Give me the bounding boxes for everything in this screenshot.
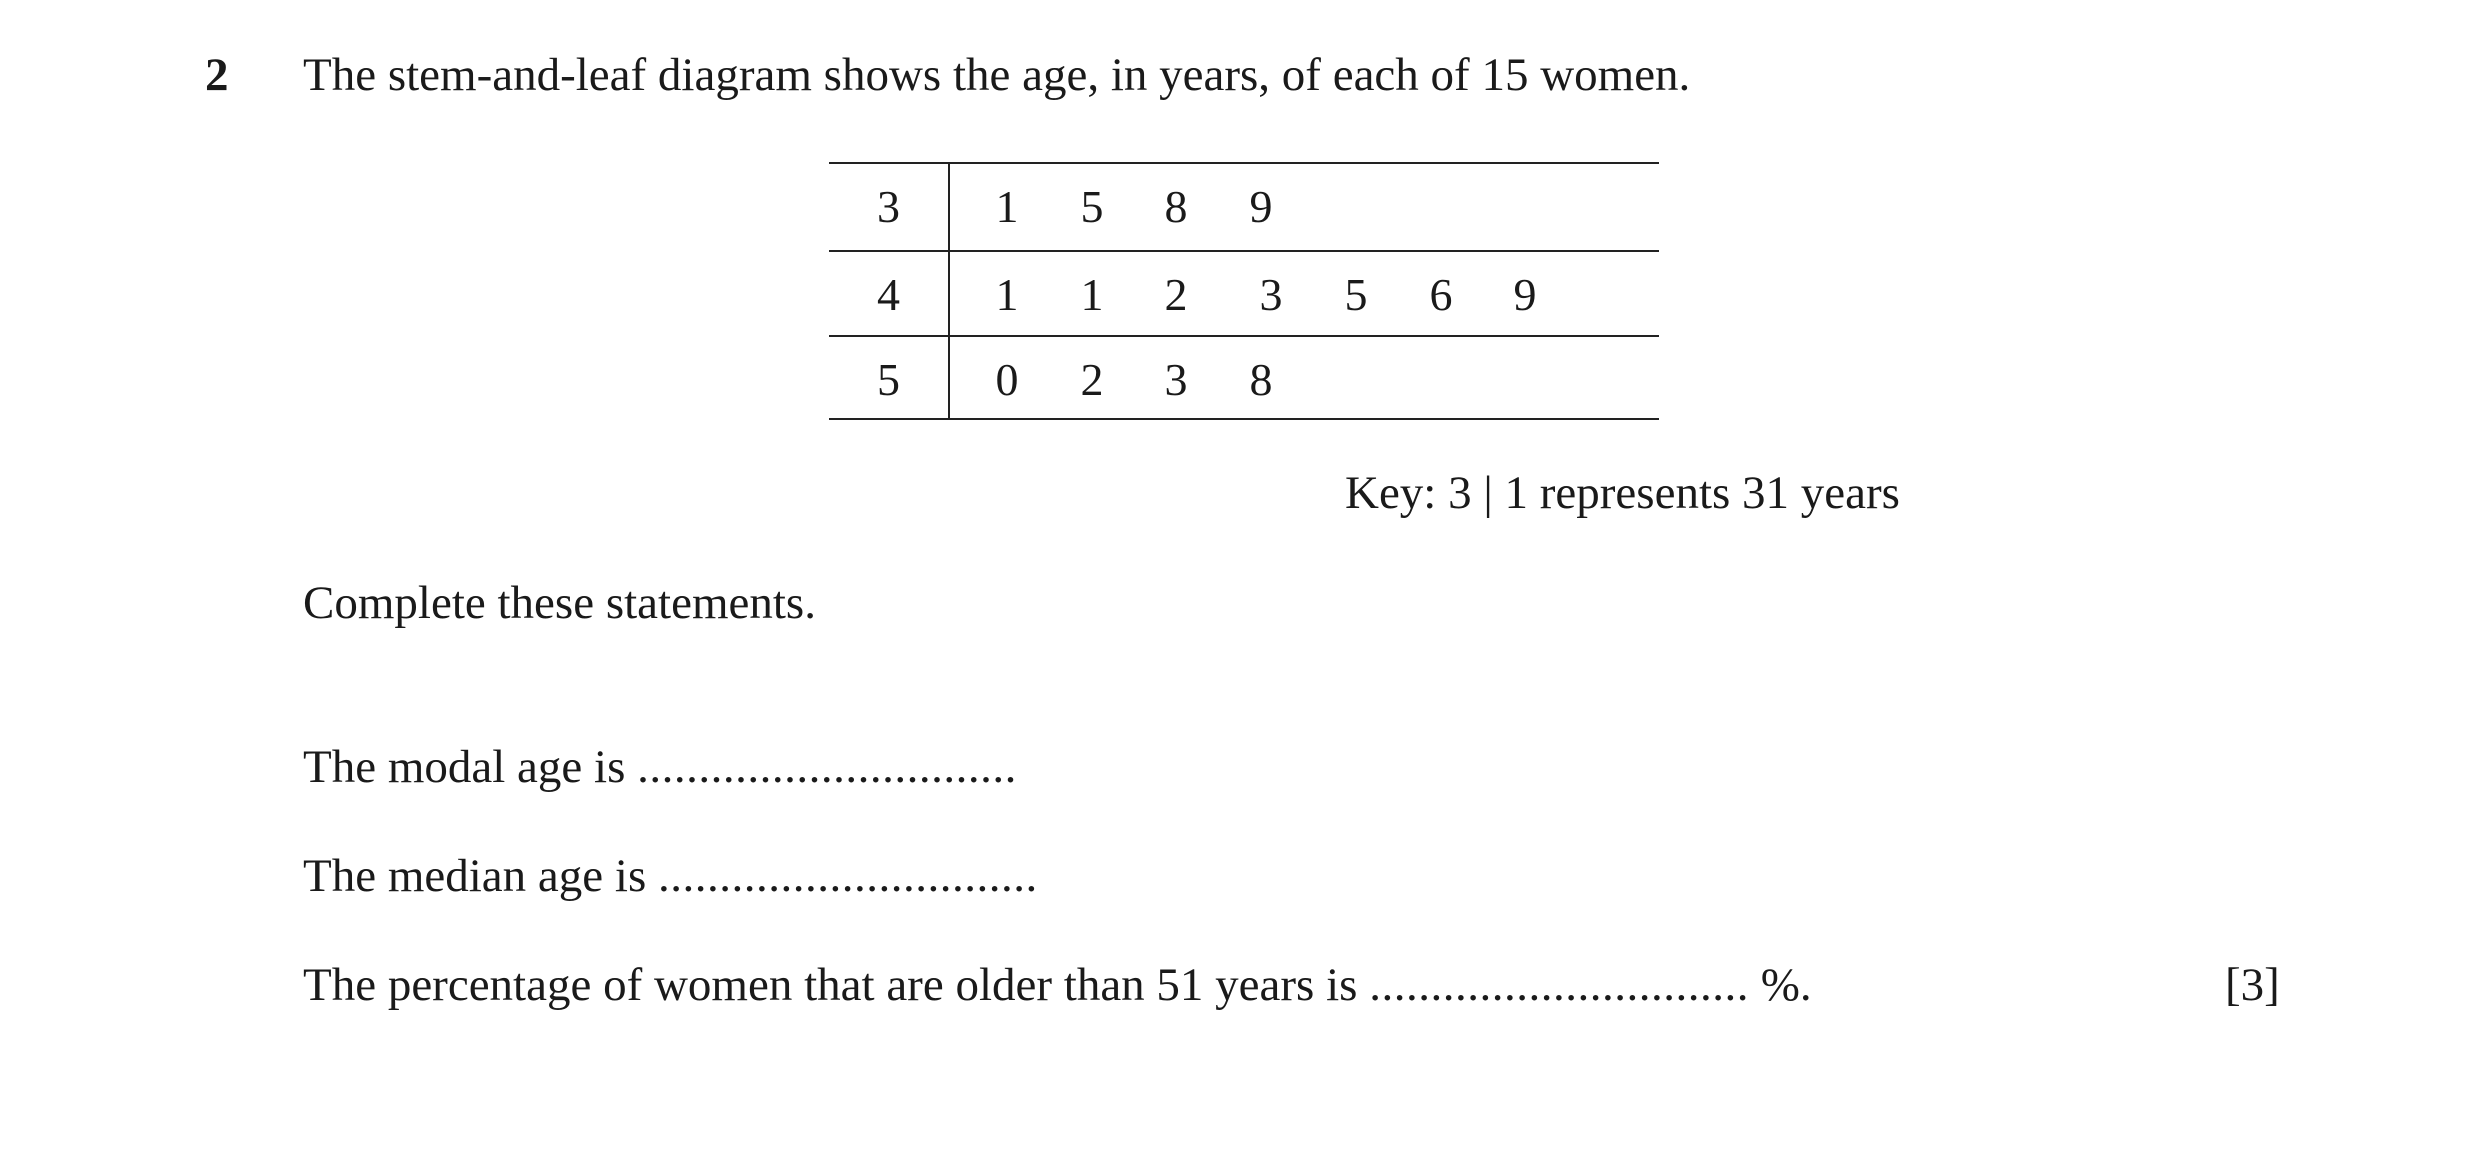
answer-blank[interactable]: ............................... — [657, 850, 1038, 902]
stem-leaf-row — [829, 335, 1659, 422]
leaf-value: 1 — [995, 181, 1019, 232]
statement-median-age — [303, 849, 1038, 903]
leaf-value: 1 — [1080, 269, 1104, 320]
statement-percentage — [303, 958, 1812, 1012]
leaf-value: 2 — [1164, 269, 1188, 320]
stem-leaf-row — [829, 250, 1659, 337]
stem-and-leaf-diagram — [829, 162, 1659, 420]
leaf-value: 9 — [1513, 269, 1537, 320]
marks-allocation: [3] — [2225, 959, 2280, 1011]
stem-value: 3 — [877, 181, 900, 232]
leaf-value: 8 — [1249, 354, 1273, 405]
leaf-value: 5 — [1344, 269, 1368, 320]
leaf-value: 0 — [995, 354, 1019, 405]
statement-prefix: The percentage of women that are older than 51 years is — [303, 959, 1370, 1011]
leaf-value: 3 — [1164, 354, 1188, 405]
leaf-value: 9 — [1249, 181, 1273, 232]
leaf-value: 8 — [1164, 181, 1188, 232]
answer-blank[interactable]: ............................... — [637, 741, 1017, 793]
statement-prefix: The modal age is — [303, 741, 638, 793]
stem-value: 5 — [877, 354, 900, 405]
answer-blank[interactable]: ............................... — [1369, 959, 1749, 1011]
question-intro: The stem-and-leaf diagram shows the age, in years, of each of 15 women. — [303, 49, 1691, 101]
statement-modal-age — [303, 740, 1017, 794]
diagram-key: Key: 3 | 1 represents 31 years — [1345, 467, 1900, 519]
leaf-value: 1 — [995, 269, 1019, 320]
leaf-value: 6 — [1429, 269, 1453, 320]
stem-value: 4 — [877, 269, 900, 320]
leaf-value: 3 — [1259, 269, 1283, 320]
instruction-text: Complete these statements. — [303, 577, 816, 629]
statement-suffix: %. — [1748, 959, 1812, 1011]
leaf-value: 2 — [1080, 354, 1104, 405]
statement-prefix: The median age is — [303, 850, 658, 902]
stem-leaf-row — [829, 164, 1659, 249]
leaf-value: 5 — [1080, 181, 1104, 232]
question-number: 2 — [205, 49, 229, 101]
